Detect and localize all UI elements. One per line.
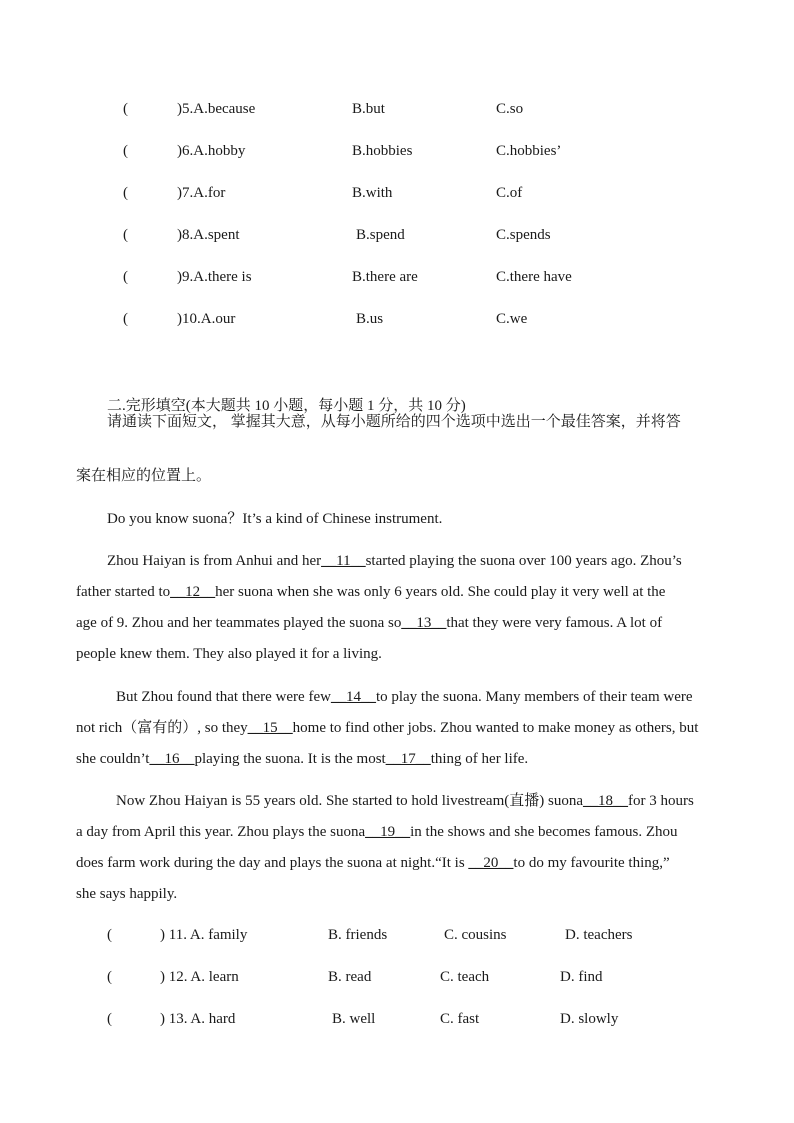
blank-11: __11__	[321, 553, 366, 569]
option-c: C.we	[496, 311, 528, 327]
blank-18: __18__	[583, 793, 628, 809]
blank-20: __20__	[468, 855, 514, 871]
answer-paren: (	[107, 969, 112, 985]
option-c: C. cousins	[444, 927, 507, 943]
option-b: B.with	[352, 185, 393, 201]
option-a: ) 13. A. hard	[160, 1011, 236, 1027]
option-c: C. fast	[440, 1011, 480, 1027]
option-d: D. slowly	[560, 1011, 619, 1027]
option-a: )6.A.hobby	[177, 143, 246, 159]
passage-paragraph-1: Zhou Haiyan is from Anhui and her__11__started playing the suona over 100 years ago. Zhou’s father started to__12__her suona when she was only 6 years old. She could play it very well at the age of 9. Zhou and her teammates played the suona so__13__that they were very famous. A lot of people knew them. They also played it for a living.	[76, 553, 682, 662]
answer-paren: (	[123, 185, 128, 201]
option-b: B. friends	[328, 927, 388, 943]
passage-paragraph-2: But Zhou found that there were few__14__to play the suona. Many members of their team were not rich（富有的）, so they__15__home to find other jobs. Zhou wanted to make money as others, but she couldn’t__16__playing the suona. It is the most__17__thing of her life.	[76, 689, 699, 767]
blank-13: __13__	[401, 615, 447, 631]
option-a: )7.A.for	[177, 185, 226, 201]
blank-16: __16__	[149, 751, 195, 767]
blank-19: __19__	[365, 824, 411, 840]
answer-paren: (	[123, 143, 128, 159]
option-c: C.of	[496, 185, 523, 201]
blank-17: __17__	[385, 751, 431, 767]
option-b: B. read	[328, 969, 372, 985]
option-b: B. well	[332, 1011, 376, 1027]
option-a: ) 11. A. family	[160, 927, 248, 943]
instruction-line-2: 案在相应的位置上。	[76, 468, 212, 484]
option-b: B.hobbies	[352, 143, 413, 159]
section-heading: 二.完形填空(本大题共 10 小题，每小题 1 分，共 10 分)	[107, 398, 466, 414]
option-c: C. teach	[440, 969, 490, 985]
option-a: )10.A.our	[177, 311, 236, 327]
option-a: )9.A.there is	[177, 269, 252, 285]
option-c: C.spends	[496, 227, 551, 243]
answer-paren: (	[123, 101, 128, 117]
option-c: C.hobbies’	[496, 143, 562, 159]
instruction-line-1: 请通读下面短文， 掌握其大意，从每小题所给的四个选项中选出一个最佳答案，并将答	[107, 414, 681, 430]
option-b: B.but	[352, 101, 385, 117]
option-b: B.spend	[356, 227, 405, 243]
option-d: D. teachers	[565, 927, 633, 943]
option-d: D. find	[560, 969, 603, 985]
blank-15: __15__	[247, 720, 293, 736]
option-c: C.so	[496, 101, 524, 117]
answer-paren: (	[107, 1011, 112, 1027]
option-a: )8.A.spent	[177, 227, 240, 243]
answer-paren: (	[123, 227, 128, 243]
passage-paragraph-3: Now Zhou Haiyan is 55 years old. She started to hold livestream(直播) suona__18__for 3 hours a day from April this year. Zhou plays the suona__19__in the shows and she becomes famous. Zhou does farm work during the day and plays the suona at night.“It is __20__to do my favourite thing,” she says happily.	[76, 793, 694, 902]
answer-paren: (	[123, 269, 128, 285]
option-a: ) 12. A. learn	[160, 969, 239, 985]
option-a: )5.A.because	[177, 101, 256, 117]
answer-paren: (	[107, 927, 112, 943]
blank-12: __12__	[170, 584, 216, 600]
option-c: C.there have	[496, 269, 572, 285]
option-b: B.there are	[352, 269, 418, 285]
answer-paren: (	[123, 311, 128, 327]
passage-intro: Do you know suona？It’s a kind of Chinese instrument.	[107, 511, 443, 527]
blank-14: __14__	[330, 689, 376, 705]
option-b: B.us	[356, 311, 384, 327]
